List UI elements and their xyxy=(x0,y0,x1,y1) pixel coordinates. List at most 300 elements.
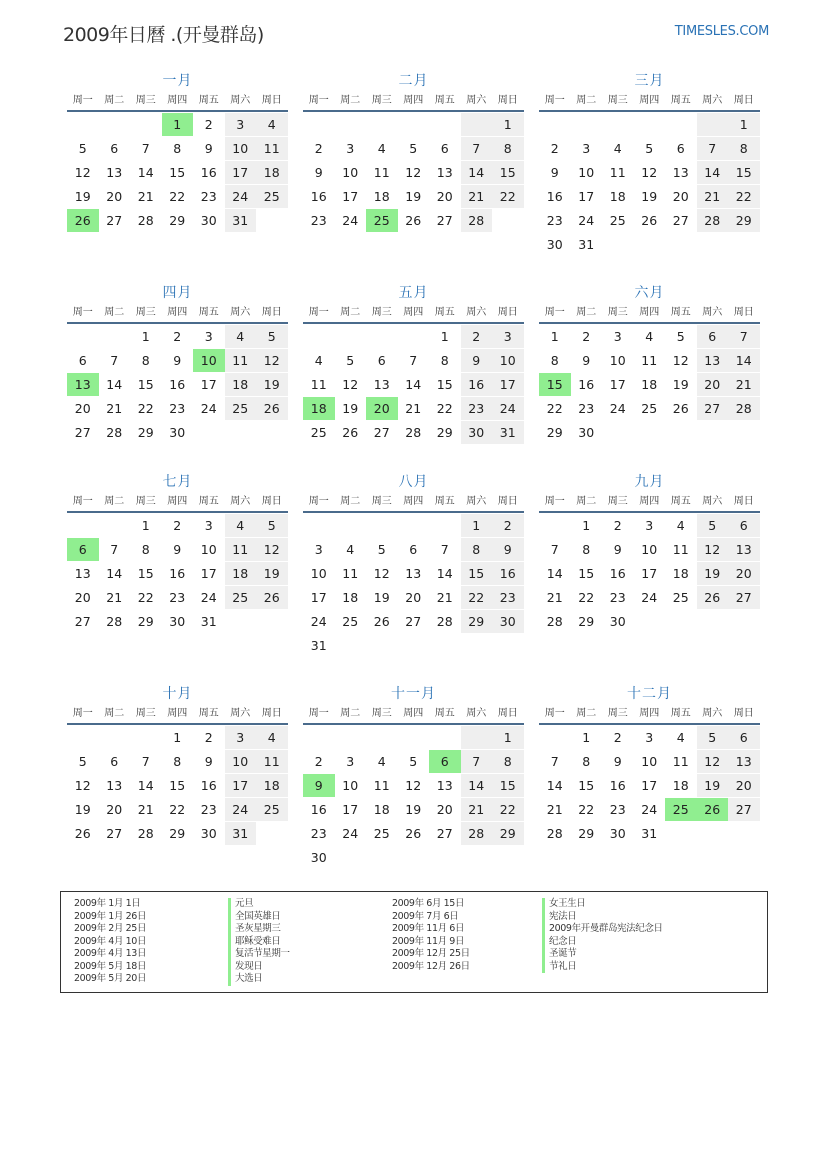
day-cell: 4 xyxy=(634,324,666,348)
day-cell: 19 xyxy=(366,585,398,609)
day-cell: 27 xyxy=(665,208,697,232)
day-cell: 9 xyxy=(193,136,225,160)
empty-cell xyxy=(366,324,398,348)
day-cell: 7 xyxy=(130,749,162,773)
week-row xyxy=(303,633,524,657)
week-row xyxy=(67,160,288,184)
day-cell: 8 xyxy=(130,537,162,561)
day-cell: 15 xyxy=(429,372,461,396)
day-cell: 8 xyxy=(492,749,524,773)
week-row xyxy=(539,585,760,609)
week-row xyxy=(303,749,524,773)
day-cell: 9 xyxy=(303,160,335,184)
day-cell: 15 xyxy=(130,372,162,396)
empty-cell xyxy=(429,112,461,136)
empty-cell xyxy=(99,725,131,749)
weekday-label: 周日 xyxy=(733,95,754,106)
day-cell: 14 xyxy=(429,561,461,585)
week-row xyxy=(539,537,760,561)
week-row xyxy=(539,324,760,348)
day-cell: 21 xyxy=(99,396,131,420)
empty-cell xyxy=(99,112,131,136)
legend-date: 2009年 7月 6日 xyxy=(392,910,459,922)
day-cell: 14 xyxy=(99,561,131,585)
day-cell: 14 xyxy=(539,773,571,797)
day-cell: 29 xyxy=(461,609,493,633)
day-cell: 30 xyxy=(162,420,194,444)
day-cell: 4 xyxy=(366,749,398,773)
empty-cell xyxy=(429,513,461,537)
day-cell: 20 xyxy=(99,797,131,821)
month-title: 二月 xyxy=(398,73,429,89)
day-cell: 24 xyxy=(634,797,666,821)
legend-date: 2009年 5月 18日 xyxy=(74,960,147,972)
day-cell: 18 xyxy=(665,773,697,797)
week-row xyxy=(303,348,524,372)
week-row xyxy=(67,513,288,537)
empty-cell xyxy=(303,112,335,136)
day-cell: 12 xyxy=(335,372,367,396)
holiday-legend xyxy=(60,891,768,993)
empty-cell xyxy=(728,420,760,444)
weekday-label: 周三 xyxy=(371,307,392,318)
week-row xyxy=(539,136,760,160)
day-cell: 10 xyxy=(225,749,257,773)
weekday-label: 周三 xyxy=(135,708,156,719)
empty-cell xyxy=(366,845,398,869)
day-cell: 15 xyxy=(130,561,162,585)
day-cell: 9 xyxy=(162,537,194,561)
day-cell: 25 xyxy=(602,208,634,232)
day-cell: 20 xyxy=(728,561,760,585)
day-cell: 12 xyxy=(697,749,729,773)
day-cell: 5 xyxy=(697,725,729,749)
day-cell: 2 xyxy=(539,136,571,160)
day-cell: 2 xyxy=(162,324,194,348)
day-cell: 18 xyxy=(366,797,398,821)
day-cell: 1 xyxy=(429,324,461,348)
week-row xyxy=(303,208,524,232)
day-cell: 13 xyxy=(67,561,99,585)
day-cell: 18 xyxy=(335,585,367,609)
day-cell: 1 xyxy=(492,725,524,749)
day-cell: 16 xyxy=(162,561,194,585)
day-cell: 22 xyxy=(728,184,760,208)
day-cell: 26 xyxy=(256,396,288,420)
weekday-label: 周二 xyxy=(104,496,125,507)
weekday-label: 周四 xyxy=(403,708,424,719)
day-cell: 23 xyxy=(602,797,634,821)
day-cell: 13 xyxy=(99,773,131,797)
week-row xyxy=(67,585,288,609)
holiday-day: 10 xyxy=(193,348,225,372)
day-cell: 10 xyxy=(303,561,335,585)
weekday-label: 周日 xyxy=(733,708,754,719)
day-cell: 7 xyxy=(539,749,571,773)
day-cell: 31 xyxy=(634,821,666,845)
day-cell: 16 xyxy=(461,372,493,396)
weekday-header xyxy=(67,491,288,513)
day-cell: 1 xyxy=(571,725,603,749)
day-cell: 8 xyxy=(429,348,461,372)
legend-date: 2009年 1月 1日 xyxy=(74,898,141,909)
holiday-day: 26 xyxy=(697,797,729,821)
day-cell: 17 xyxy=(193,372,225,396)
day-cell: 15 xyxy=(492,773,524,797)
empty-cell xyxy=(303,513,335,537)
day-cell: 10 xyxy=(602,348,634,372)
day-cell: 14 xyxy=(728,348,760,372)
holiday-day: 1 xyxy=(162,112,194,136)
day-cell: 5 xyxy=(366,537,398,561)
weekday-label: 周日 xyxy=(497,307,518,318)
weekday-label: 周一 xyxy=(308,307,329,318)
weekday-header xyxy=(539,302,760,324)
day-cell: 9 xyxy=(539,160,571,184)
day-cell: 24 xyxy=(225,797,257,821)
day-cell: 22 xyxy=(162,184,194,208)
day-cell: 24 xyxy=(602,396,634,420)
day-cell: 22 xyxy=(429,396,461,420)
legend-date: 2009年 12月 26日 xyxy=(392,960,470,972)
day-cell: 2 xyxy=(193,112,225,136)
empty-cell xyxy=(571,112,603,136)
empty-cell xyxy=(665,232,697,256)
day-cell: 31 xyxy=(492,420,524,444)
week-row xyxy=(539,749,760,773)
day-cell: 19 xyxy=(67,184,99,208)
day-cell: 1 xyxy=(130,513,162,537)
empty-cell xyxy=(602,232,634,256)
weekday-label: 周一 xyxy=(72,496,93,507)
weekday-label: 周五 xyxy=(670,307,691,318)
day-cell: 17 xyxy=(335,184,367,208)
day-cell: 6 xyxy=(99,749,131,773)
day-cell: 5 xyxy=(256,513,288,537)
week-row xyxy=(67,725,288,749)
day-cell: 13 xyxy=(697,348,729,372)
day-cell: 8 xyxy=(728,136,760,160)
weekday-label: 周四 xyxy=(639,708,660,719)
empty-cell xyxy=(99,513,131,537)
empty-cell xyxy=(539,112,571,136)
day-cell: 6 xyxy=(665,136,697,160)
day-cell: 2 xyxy=(303,136,335,160)
day-cell: 4 xyxy=(665,513,697,537)
week-row xyxy=(303,372,524,396)
empty-cell xyxy=(728,609,760,633)
day-cell: 20 xyxy=(398,585,430,609)
week-row xyxy=(303,136,524,160)
weekday-label: 周日 xyxy=(261,496,282,507)
month-block xyxy=(539,284,760,444)
day-cell: 5 xyxy=(256,324,288,348)
empty-cell xyxy=(256,420,288,444)
holiday-day: 25 xyxy=(665,797,697,821)
day-cell: 28 xyxy=(697,208,729,232)
holiday-day: 13 xyxy=(67,372,99,396)
day-cell: 12 xyxy=(665,348,697,372)
day-cell: 10 xyxy=(634,537,666,561)
day-cell: 29 xyxy=(162,821,194,845)
empty-cell xyxy=(366,725,398,749)
day-cell: 8 xyxy=(539,348,571,372)
day-cell: 28 xyxy=(130,821,162,845)
day-cell: 29 xyxy=(571,821,603,845)
legend-holiday-name: 圣灰星期三 xyxy=(228,923,290,936)
day-cell: 25 xyxy=(303,420,335,444)
day-cell: 10 xyxy=(193,537,225,561)
day-cell: 2 xyxy=(461,324,493,348)
week-row xyxy=(303,396,524,420)
week-row xyxy=(303,821,524,845)
day-cell: 8 xyxy=(162,749,194,773)
week-row xyxy=(539,773,760,797)
day-cell: 5 xyxy=(67,136,99,160)
day-cell: 16 xyxy=(193,160,225,184)
day-cell: 25 xyxy=(225,396,257,420)
day-cell: 1 xyxy=(461,513,493,537)
legend-holiday-name: 女王生日 xyxy=(542,898,663,911)
week-row xyxy=(539,609,760,633)
day-cell: 11 xyxy=(602,160,634,184)
month-title: 四月 xyxy=(162,285,193,301)
weekday-label: 周三 xyxy=(135,95,156,106)
day-cell: 16 xyxy=(303,184,335,208)
week-row xyxy=(539,561,760,585)
empty-cell xyxy=(99,324,131,348)
month-block xyxy=(67,685,288,845)
month-block xyxy=(539,473,760,633)
week-row xyxy=(67,372,288,396)
month-title: 三月 xyxy=(634,73,665,89)
day-cell: 15 xyxy=(492,160,524,184)
day-cell: 8 xyxy=(162,136,194,160)
day-cell: 30 xyxy=(539,232,571,256)
empty-cell xyxy=(366,112,398,136)
day-cell: 26 xyxy=(697,585,729,609)
empty-cell xyxy=(539,725,571,749)
weekday-label: 周二 xyxy=(340,496,361,507)
holiday-day: 26 xyxy=(67,208,99,232)
month-block xyxy=(539,685,760,845)
weekday-label: 周六 xyxy=(230,307,251,318)
day-cell: 24 xyxy=(335,208,367,232)
day-cell: 18 xyxy=(225,561,257,585)
weekday-label: 周二 xyxy=(576,307,597,318)
weekday-label: 周三 xyxy=(607,307,628,318)
day-cell: 29 xyxy=(130,420,162,444)
day-cell: 29 xyxy=(728,208,760,232)
day-cell: 12 xyxy=(256,537,288,561)
empty-cell xyxy=(335,324,367,348)
day-cell: 26 xyxy=(665,396,697,420)
day-cell: 28 xyxy=(539,609,571,633)
weekday-label: 周一 xyxy=(544,307,565,318)
empty-cell xyxy=(697,112,729,136)
empty-cell xyxy=(335,725,367,749)
month-title: 十二月 xyxy=(627,686,672,702)
day-cell: 13 xyxy=(99,160,131,184)
day-cell: 3 xyxy=(492,324,524,348)
day-cell: 3 xyxy=(303,537,335,561)
day-cell: 11 xyxy=(366,160,398,184)
weekday-label: 周五 xyxy=(198,496,219,507)
weekday-label: 周四 xyxy=(167,307,188,318)
weekday-label: 周二 xyxy=(104,95,125,106)
day-cell: 5 xyxy=(398,136,430,160)
day-cell: 24 xyxy=(492,396,524,420)
empty-cell xyxy=(634,112,666,136)
day-cell: 12 xyxy=(398,160,430,184)
day-cell: 25 xyxy=(665,585,697,609)
day-cell: 13 xyxy=(429,773,461,797)
day-cell: 16 xyxy=(602,773,634,797)
day-cell: 28 xyxy=(398,420,430,444)
week-row xyxy=(539,513,760,537)
day-cell: 23 xyxy=(162,396,194,420)
day-cell: 11 xyxy=(366,773,398,797)
day-cell: 2 xyxy=(571,324,603,348)
day-cell: 12 xyxy=(634,160,666,184)
week-row xyxy=(303,420,524,444)
day-cell: 11 xyxy=(665,749,697,773)
week-row xyxy=(67,797,288,821)
day-cell: 30 xyxy=(193,821,225,845)
day-cell: 31 xyxy=(571,232,603,256)
day-cell: 7 xyxy=(398,348,430,372)
weekday-label: 周五 xyxy=(434,496,455,507)
day-cell: 10 xyxy=(335,160,367,184)
weekday-label: 周二 xyxy=(340,95,361,106)
empty-cell xyxy=(665,609,697,633)
day-cell: 28 xyxy=(461,208,493,232)
day-cell: 17 xyxy=(225,773,257,797)
empty-cell xyxy=(335,513,367,537)
empty-cell xyxy=(461,845,493,869)
weekday-label: 周六 xyxy=(702,307,723,318)
day-cell: 4 xyxy=(256,725,288,749)
weekday-label: 周一 xyxy=(308,708,329,719)
week-row xyxy=(303,160,524,184)
holiday-day: 9 xyxy=(303,773,335,797)
day-cell: 19 xyxy=(697,561,729,585)
day-cell: 21 xyxy=(130,184,162,208)
legend-left-names xyxy=(228,898,290,986)
day-cell: 26 xyxy=(256,585,288,609)
day-cell: 27 xyxy=(728,797,760,821)
day-cell: 6 xyxy=(366,348,398,372)
legend-holiday-name: 圣诞节 xyxy=(542,948,663,961)
weekday-label: 周一 xyxy=(72,95,93,106)
week-row xyxy=(539,797,760,821)
week-row xyxy=(303,184,524,208)
month-block xyxy=(303,473,524,657)
empty-cell xyxy=(67,513,99,537)
day-cell: 27 xyxy=(429,821,461,845)
day-cell: 20 xyxy=(697,372,729,396)
day-cell: 23 xyxy=(193,184,225,208)
legend-date: 2009年 2月 25日 xyxy=(74,923,147,934)
day-cell: 31 xyxy=(193,609,225,633)
day-cell: 22 xyxy=(492,184,524,208)
day-cell: 24 xyxy=(193,396,225,420)
day-cell: 25 xyxy=(366,821,398,845)
weekday-label: 周日 xyxy=(261,95,282,106)
weekday-label: 周五 xyxy=(670,95,691,106)
day-cell: 4 xyxy=(225,324,257,348)
day-cell: 1 xyxy=(492,112,524,136)
day-cell: 14 xyxy=(461,773,493,797)
day-cell: 27 xyxy=(99,821,131,845)
month-title: 八月 xyxy=(398,474,429,490)
weekday-label: 周四 xyxy=(167,95,188,106)
weekday-label: 周日 xyxy=(261,307,282,318)
day-cell: 16 xyxy=(571,372,603,396)
weekday-label: 周日 xyxy=(497,496,518,507)
month-title: 六月 xyxy=(634,285,665,301)
empty-cell xyxy=(634,609,666,633)
day-cell: 2 xyxy=(602,513,634,537)
site-name[interactable]: TIMESLES.COM xyxy=(674,24,769,39)
weekday-label: 周五 xyxy=(434,708,455,719)
day-cell: 3 xyxy=(335,136,367,160)
week-row xyxy=(539,420,760,444)
day-cell: 20 xyxy=(665,184,697,208)
day-cell: 2 xyxy=(602,725,634,749)
day-cell: 13 xyxy=(366,372,398,396)
empty-cell xyxy=(429,633,461,657)
empty-cell xyxy=(366,513,398,537)
empty-cell xyxy=(398,725,430,749)
day-cell: 7 xyxy=(728,324,760,348)
empty-cell xyxy=(665,420,697,444)
day-cell: 1 xyxy=(130,324,162,348)
empty-cell xyxy=(130,725,162,749)
week-row xyxy=(539,232,760,256)
day-cell: 6 xyxy=(697,324,729,348)
day-cell: 27 xyxy=(398,609,430,633)
legend-holiday-name: 元旦 xyxy=(228,898,290,911)
day-cell: 21 xyxy=(99,585,131,609)
empty-cell xyxy=(67,324,99,348)
day-cell: 11 xyxy=(634,348,666,372)
weekday-label: 周三 xyxy=(135,307,156,318)
empty-cell xyxy=(461,112,493,136)
day-cell: 12 xyxy=(398,773,430,797)
day-cell: 12 xyxy=(697,537,729,561)
week-row xyxy=(67,749,288,773)
day-cell: 13 xyxy=(728,537,760,561)
weekday-label: 周四 xyxy=(639,496,660,507)
weekday-label: 周六 xyxy=(466,496,487,507)
week-row xyxy=(67,537,288,561)
day-cell: 15 xyxy=(461,561,493,585)
legend-right-dates xyxy=(392,898,470,973)
week-row xyxy=(67,184,288,208)
weekday-label: 周二 xyxy=(340,708,361,719)
week-row xyxy=(303,537,524,561)
day-cell: 19 xyxy=(665,372,697,396)
day-cell: 22 xyxy=(571,585,603,609)
legend-date: 2009年 12月 25日 xyxy=(392,948,470,959)
empty-cell xyxy=(398,324,430,348)
day-cell: 23 xyxy=(193,797,225,821)
week-row xyxy=(539,208,760,232)
day-cell: 20 xyxy=(429,184,461,208)
day-cell: 3 xyxy=(571,136,603,160)
empty-cell xyxy=(429,725,461,749)
